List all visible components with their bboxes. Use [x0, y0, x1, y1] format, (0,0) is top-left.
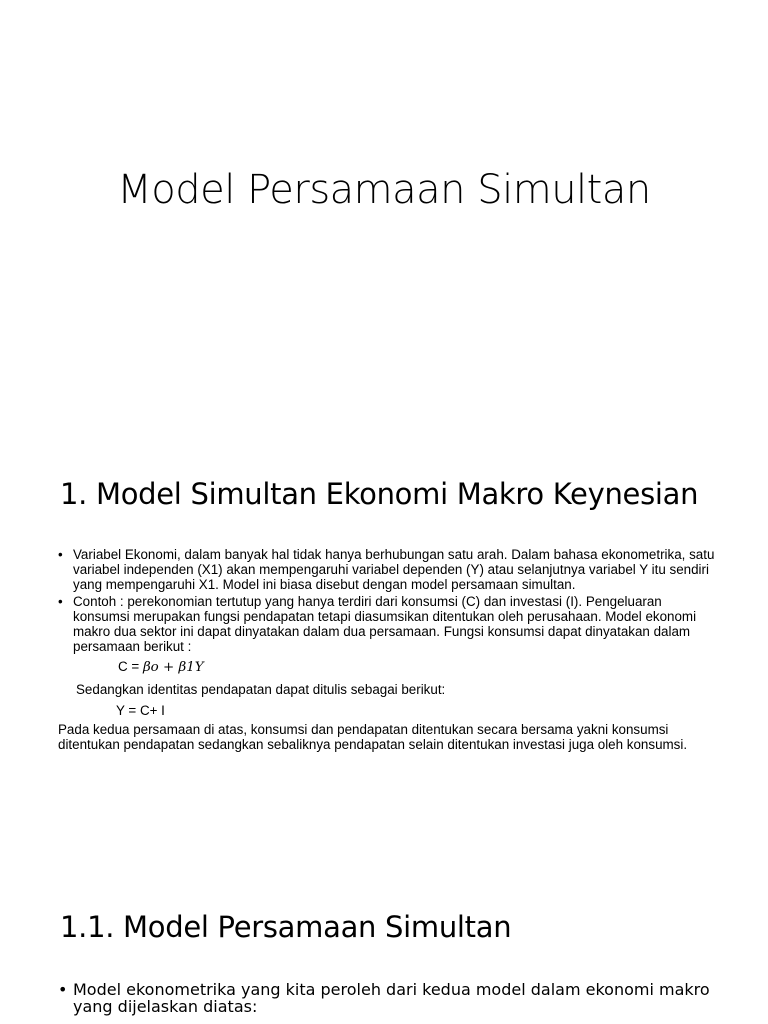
bullet-text: Contoh : perekonomian tertutup yang hanya terdiri dari konsumsi (C) dan investasi (I). Pengeluaran konsumsi merupakan fungsi pendapatan tetapi diasumsikan ditentukan oleh perusahaan. Model ekonomi makro dua sektor ini dapat dinyatakan dalam dua persamaan. Fungsi konsumsi dapat dinyatakan dalam persamaan berikut :	[73, 594, 697, 654]
presentation-title: Model Persamaan Simultan	[117, 167, 651, 213]
slide-heading: 1. Model Simultan Ekonomi Makro Keynesian	[60, 477, 699, 511]
bullet-item	[58, 547, 718, 592]
slide-title	[0, 0, 768, 432]
slide-body	[58, 547, 718, 752]
slide-keynesian-model	[0, 432, 768, 864]
bullet-dot: •	[58, 980, 68, 999]
identity-equation: Y = C+ I	[116, 703, 165, 718]
identity-intro: Sedangkan identitas pendapatan dapat ditulis sebagai berikut:	[76, 682, 446, 697]
bullet-item	[58, 981, 718, 1015]
formula-lhs: C =	[118, 659, 143, 674]
slide-body	[58, 981, 718, 1017]
bullet-item	[58, 594, 718, 654]
slide-simultaneous-model	[0, 864, 768, 1024]
bullet-dot: •	[58, 547, 63, 562]
bullet-text: Model ekonometrika yang kita peroleh dari kedua model dalam ekonomi makro yang dijelaskan diatas:	[73, 980, 710, 1016]
closing-paragraph: Pada kedua persamaan di atas, konsumsi dan pendapatan ditentukan secara bersama yakni konsumsi ditentukan pendapatan sedangkan sebaliknya pendapatan selain ditentukan investasi juga oleh konsumsi.	[58, 722, 688, 752]
bullet-text: Variabel Ekonomi, dalam banyak hal tidak hanya berhubungan satu arah. Dalam bahasa ekonometrika, satu variabel independen (X1) akan mempengaruhi variabel dependen (Y) atau selanjutnya variabel Y itu sendiri yang mempengaruhi X1. Model ini biasa disebut dengan model persamaan simultan.	[73, 547, 715, 592]
consumption-formula	[58, 659, 718, 675]
bullet-dot: •	[58, 594, 63, 609]
slide-heading: 1.1. Model Persamaan Simultan	[60, 910, 512, 944]
formula-rhs: βo + β1Y	[142, 660, 204, 675]
